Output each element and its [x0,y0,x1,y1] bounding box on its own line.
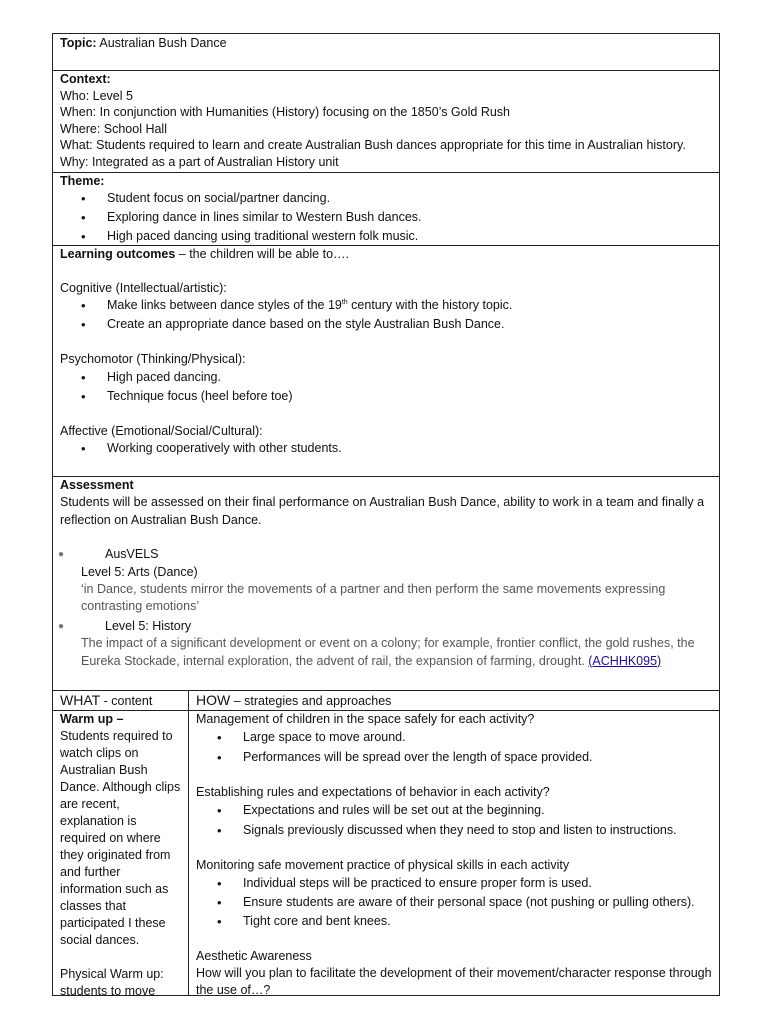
theme-label: Theme: [60,174,105,188]
arts-description: ‘in Dance, students mirror the movements of a partner and then perform the same movements expressing contrasting emotions’ [81,582,666,614]
context-line: Who: Level 5 [60,88,133,103]
history-label: Level 5: History [105,618,192,633]
what-content-cell: Warm up – Students required to watch clips on Australian Bush Dance. Although clips are recent, explanation is required on where they originated from and further information such as classes that participated I these social dances. Physical Warm up: students to move [53,711,189,995]
how-header: HOW – strategies and approaches [196,692,392,708]
achhk095-link[interactable]: (ACHHK095) [588,653,662,668]
list-item: • Technique focus (heel before toe) [60,387,713,406]
history-item [60,618,713,670]
context-line: When: In conjunction with Humanities (History) focusing on the 1850’s Gold Rush [60,105,510,120]
affective-title: Affective (Emotional/Social/Cultural): [60,423,263,438]
list-item: • Create an appropriate dance based on the style Australian Bush Dance. [60,315,713,334]
ausvels-label: AusVELS [105,547,159,562]
warmup-label: Warm up [60,712,114,726]
list-item: • Expectations and rules will be set out at the beginning. [196,801,713,821]
monitoring-question: Monitoring safe movement practice of physical skills in each activity [196,858,570,872]
learning-outcomes-row [52,245,720,477]
context-line: Why: Integrated as a part of Australian History unit [60,154,339,169]
bullet-icon: ● [58,620,65,632]
assessment-row [52,476,720,691]
context-label: Context: [60,72,111,86]
what-header: WHAT - content [53,691,189,710]
context-line: What: Students required to learn and create Australian Bush dances appropriate for this time in Australian history. [60,138,686,153]
learning-outcomes-label: Learning outcomes [60,247,176,261]
assessment-text: Students will be assessed on their final performance on Australian Bush Dance, ability to work in a team and finally a reflection on Australian Bush Dance. [60,495,705,527]
aesthetic-question: How will you plan to facilitate the development of their movement/character response through the use of…? [196,966,712,997]
list-item: • Performances will be spread over the length of space provided. [196,748,713,768]
arts-level: Level 5: Arts (Dance) [81,564,198,579]
learning-outcomes-intro: – the children will be able to…. [175,247,350,261]
theme-list [60,189,713,246]
monitoring-list [196,874,713,931]
psychomotor-list [60,368,713,406]
management-question: Management of children in the space safely for each activity? [196,712,535,726]
context-line: Where: School Hall [60,121,167,136]
history-description: The impact of a significant development or event on a colony; for example, frontier conflict, the gold rushes, the Eureka Stockade, internal exploration, the advent of rail, the expansion of farming, drought. (ACHHK095) [81,636,695,668]
list-item: • High paced dancing. [60,368,713,387]
aesthetic-title: Aesthetic Awareness [196,949,312,963]
list-item: • Individual steps will be practiced to ensure proper form is used. [196,874,713,893]
cognitive-list [60,296,713,334]
warmup-text: Students required to watch clips on Australian Bush Dance. Although clips are recent, explanation is required on where they originated from and further information such as classes that participated I these social dances. [60,729,181,947]
list-item: • Ensure students are aware of their personal space (not pushing or pulling others). [196,893,713,912]
list-item: • Tight core and bent knees. [196,912,713,931]
context-row [52,70,720,173]
topic-row [52,33,720,71]
theme-row [52,172,720,246]
physical-warmup-text: Physical Warm up: students to move [60,967,164,998]
list-item: • Working cooperatively with other students. [60,439,713,458]
cognitive-title: Cognitive (Intellectual/artistic): [60,280,227,295]
topic-value: Australian Bush Dance [99,36,227,50]
how-content-cell [189,711,719,995]
what-how-header [52,690,720,711]
list-item: • Signals previously discussed when they need to stop and listen to instructions. [196,821,713,841]
list-item: • Large space to move around. [196,728,713,748]
assessment-label: Assessment [60,478,134,492]
affective-list [60,439,713,458]
what-how-body [52,710,720,996]
rules-list [196,801,713,840]
rules-question: Establishing rules and expectations of behavior in each activity? [196,785,550,799]
management-list [196,728,713,767]
bullet-icon: ● [58,549,65,561]
list-item: • Exploring dance in lines similar to Western Bush dances. [60,208,713,227]
list-item: • High paced dancing using traditional western folk music. [60,227,713,246]
list-item: • Student focus on social/partner dancing. [60,189,713,208]
psychomotor-title: Psychomotor (Thinking/Physical): [60,352,246,367]
topic-label: Topic: [60,36,97,50]
ausvels-item [60,546,713,616]
list-item: • Make links between dance styles of the 19th century with the history topic. [60,296,713,315]
